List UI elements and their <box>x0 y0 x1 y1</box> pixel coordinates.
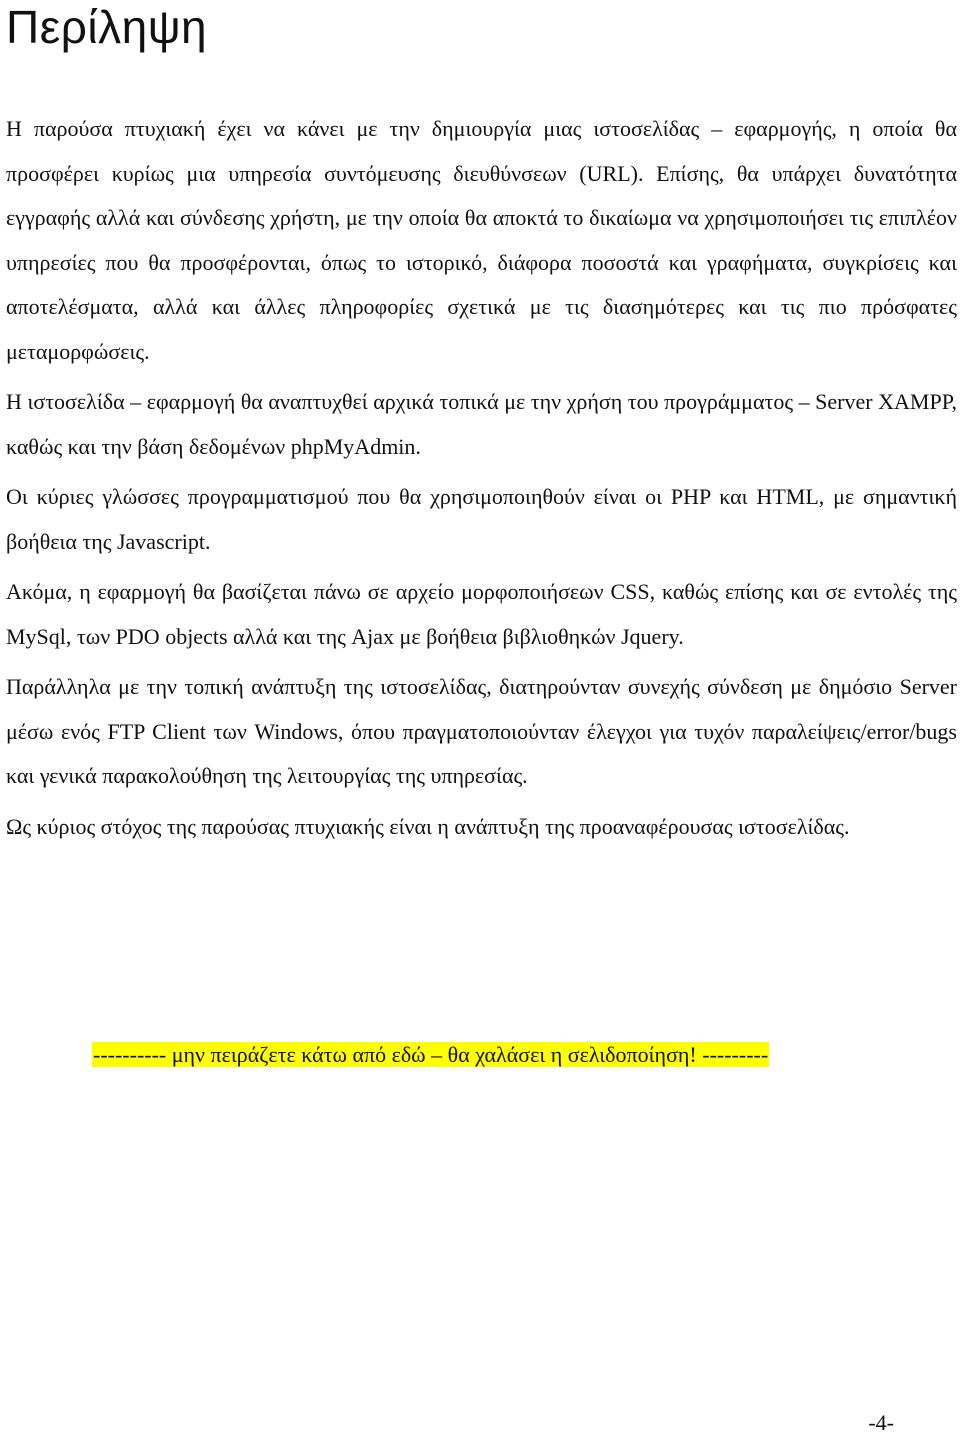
paragraph-intro: Η παρούσα πτυχιακή έχει να κάνει με την δημιουργία μιας ιστοσελίδας – εφαρμογής, η οποία θα προσφέρει κυρίως μια υπηρεσία συντόμευσης διευθύνσεων (URL). Επίσης, θα υπάρχει δυνατότητα εγγραφής αλλά και σύνδεσης χρήστη, με την οποία θα αποκτά το δικαίωμα να χρησιμοποιήσει τις επιπλέον υπηρεσίες που θα προσφέρονται, όπως το ιστορικό, διάφορα ποσοστά και γραφήματα, συγκρίσεις και αποτελέσματα, αλλά και άλλες πληροφορίες σχετικά με τις διασημότερες και τις πιο πρόσφατες μεταμορφώσεις. <box>6 116 957 364</box>
abstract-body <box>6 107 957 855</box>
paragraph-technologies: Ακόμα, η εφαρμογή θα βασίζεται πάνω σε αρχείο μορφοποιήσεων CSS, καθώς επίσης και σε εντολές της MySql, των PDO objects αλλά και της Ajax με βοήθεια βιβλιοθηκών Jquery. <box>6 579 957 649</box>
pagination-warning <box>92 1040 868 1070</box>
page-title: Περίληψη <box>6 1 208 53</box>
paragraph-public-server: Παράλληλα με την τοπική ανάπτυξη της ιστοσελίδας, διατηρούνταν συνεχής σύνδεση με δημόσιο Server μέσω ενός FTP Client των Windows, όπου πραγματοποιούνταν έλεγχοι για τυχόν παραλείψεις/error/bugs και γενικά παρακολούθηση της λειτουργίας της υπηρεσίας. <box>6 674 957 788</box>
page-number: -4- <box>868 1410 894 1435</box>
highlighted-warning-text: ---------- μην πειράζετε κάτω από εδώ – θα χαλάσει η σελιδοποίηση! --------- <box>93 1042 769 1067</box>
paragraph-local-development: Η ιστοσελίδα – εφαρμογή θα αναπτυχθεί αρχικά τοπικά με την χρήση του προγράμματος – Server XAMPP, καθώς και την βάση δεδομένων phpMyAdmin. <box>6 389 957 459</box>
paragraph-languages: Οι κύριες γλώσσες προγραμματισμού που θα χρησιμοποιηθούν είναι οι PHP και HTML, με σημαντική βοήθεια της Javascript. <box>6 484 957 554</box>
paragraph-goal: Ως κύριος στόχος της παρούσας πτυχιακής είναι η ανάπτυξη της προαναφέρουσας ιστοσελίδας. <box>6 813 850 839</box>
